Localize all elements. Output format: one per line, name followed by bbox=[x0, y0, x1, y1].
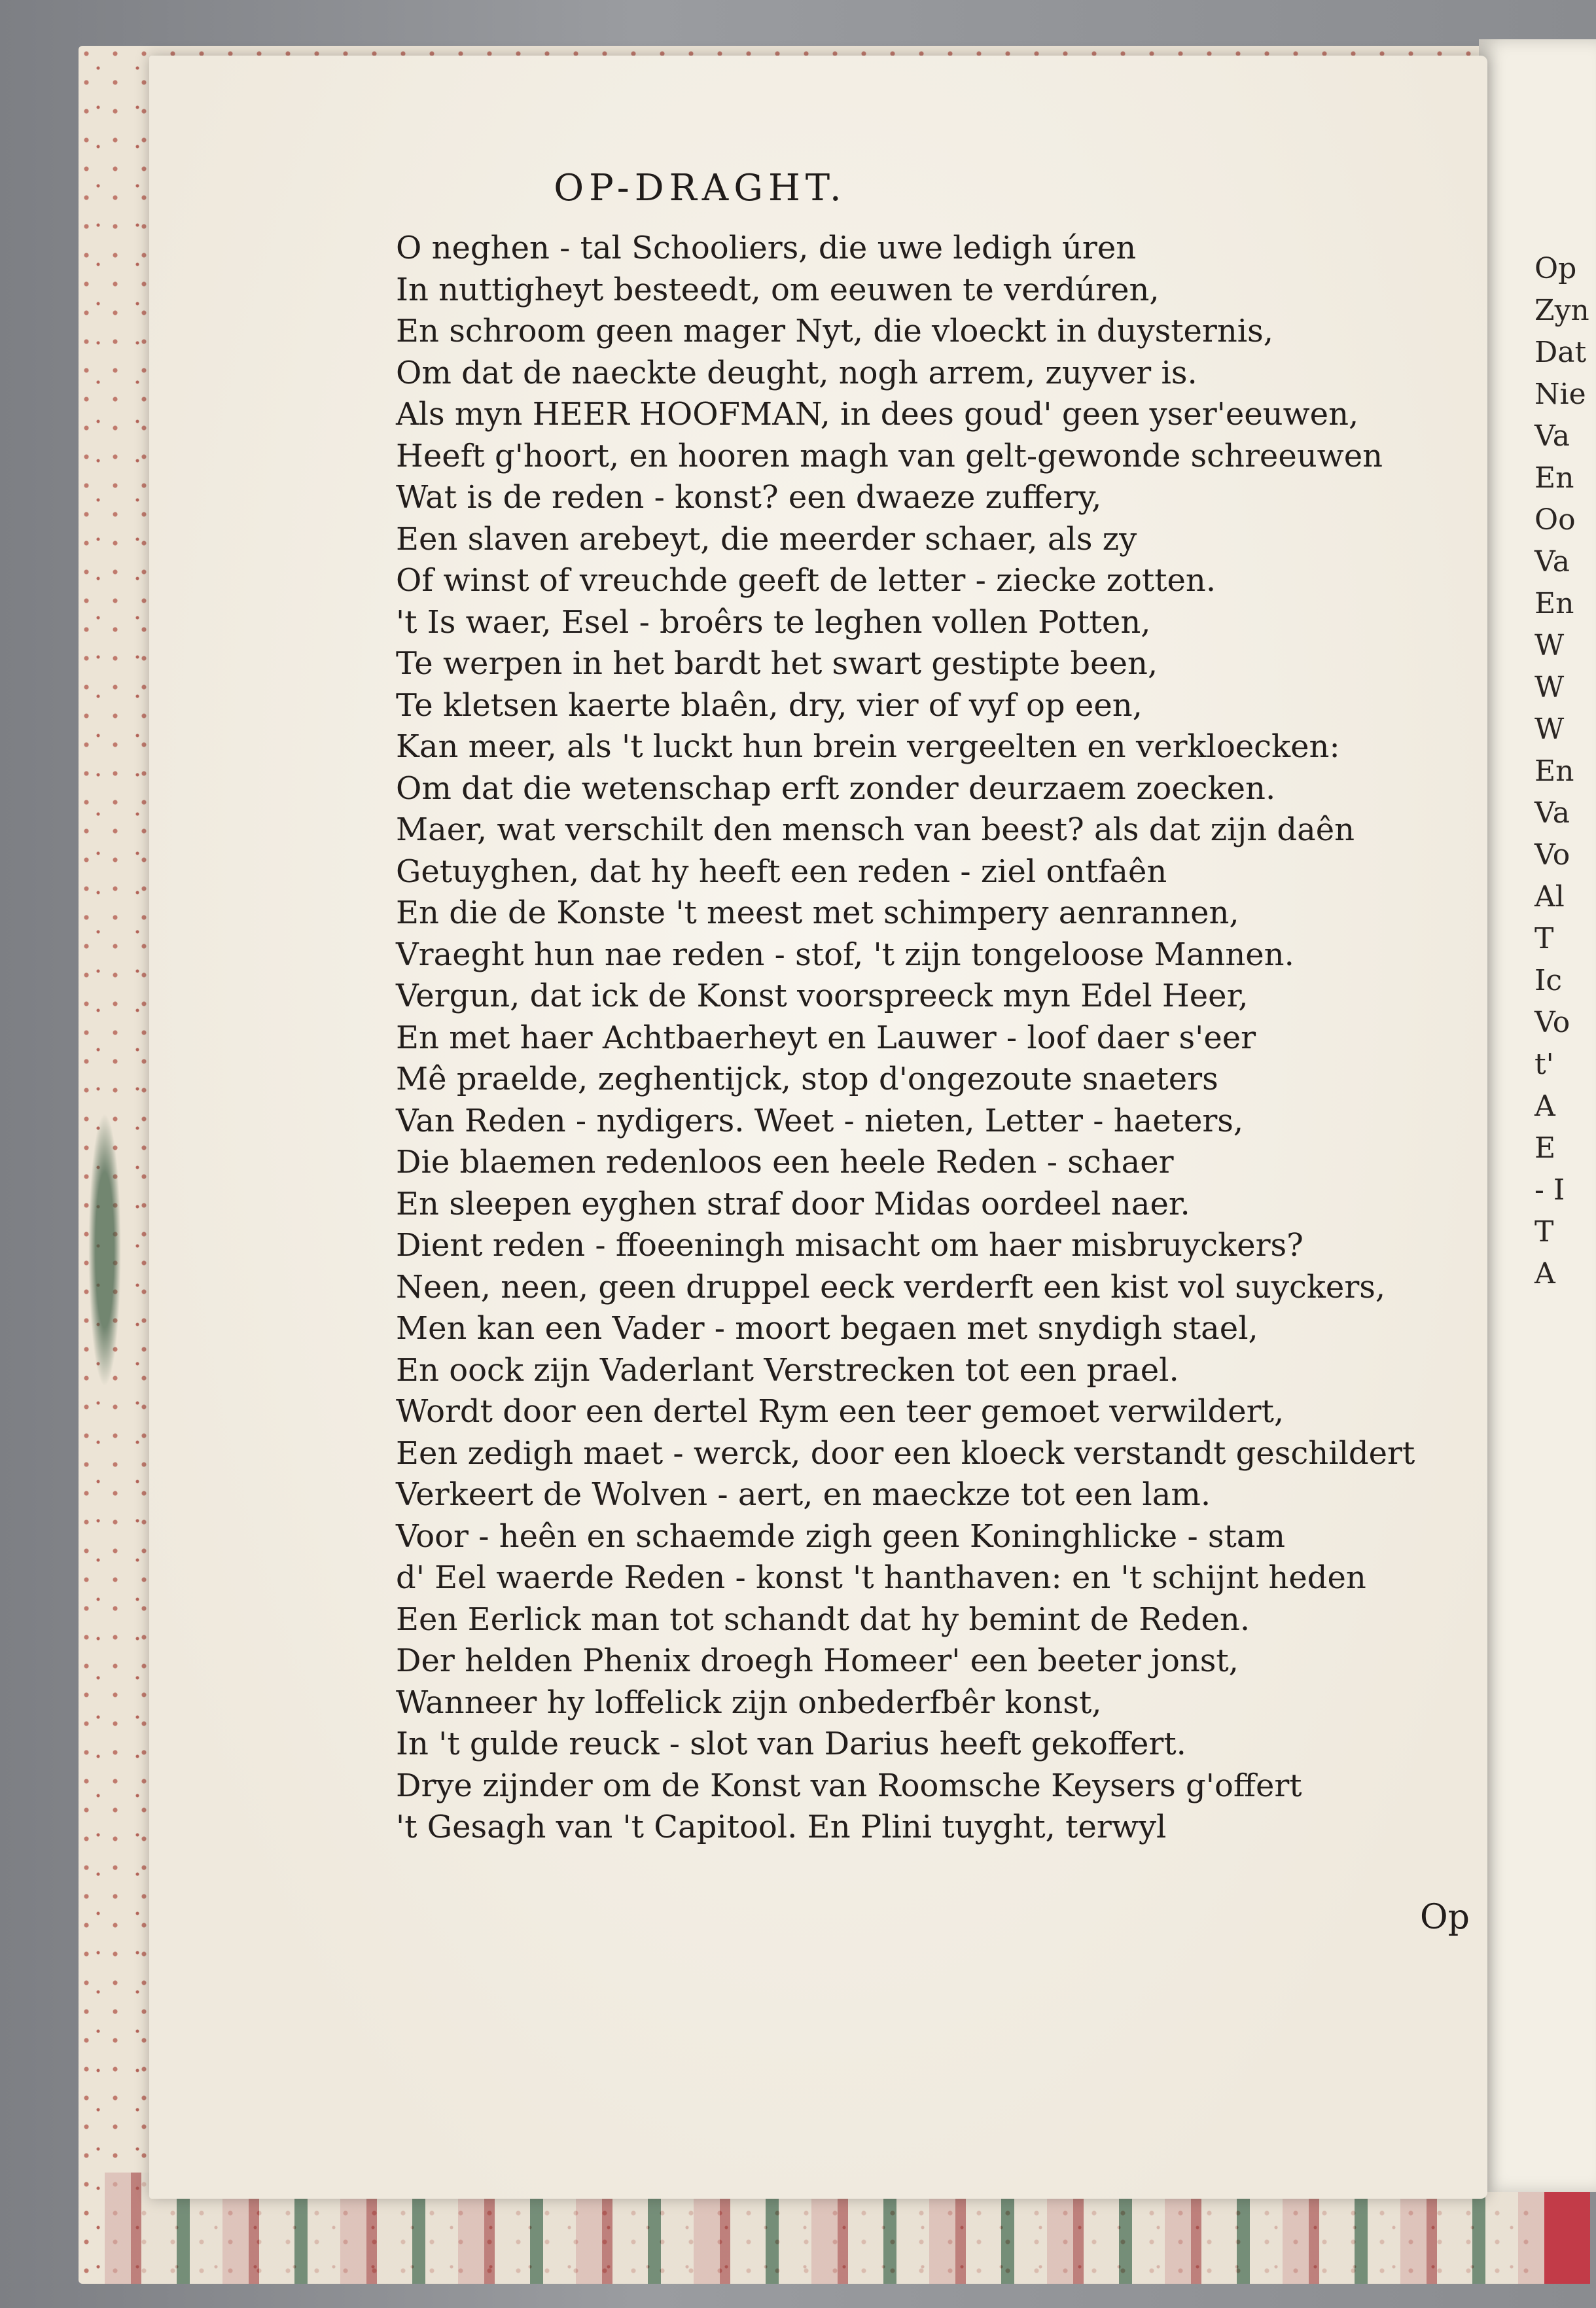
facing-line-fragment: W bbox=[1534, 629, 1565, 662]
facing-line-fragment: A bbox=[1534, 1090, 1555, 1123]
facing-line-fragment: Al bbox=[1534, 880, 1565, 914]
facing-line-fragment: Dat bbox=[1534, 336, 1587, 369]
poem-line: Vergun, dat ick de Konst voorspreeck myn Edel Heer, bbox=[396, 978, 1249, 1014]
facing-line-fragment: Va bbox=[1534, 419, 1570, 453]
poem-line: Verkeert de Wolven - aert, en maeckze tot een lam. bbox=[396, 1476, 1211, 1513]
spine-edge bbox=[1544, 2179, 1590, 2284]
facing-line-fragment: Ic bbox=[1534, 964, 1563, 997]
poem-line: In nuttigheyt besteedt, om eeuwen te verdúren, bbox=[396, 271, 1160, 308]
facing-line-fragment: En bbox=[1534, 461, 1574, 495]
poem-line: Men kan een Vader - moort begaen met snydigh stael, bbox=[396, 1310, 1258, 1347]
poem-line: Voor - heên en schaemde zigh geen Koninghlicke - stam bbox=[396, 1518, 1285, 1555]
facing-line-fragment: En bbox=[1534, 587, 1574, 620]
facing-line-fragment: t' bbox=[1534, 1048, 1554, 1081]
facing-line-fragment: Zyn bbox=[1534, 294, 1589, 327]
poem-line: Drye zijnder om de Konst van Roomsche Keysers g'offert bbox=[396, 1767, 1302, 1804]
poem-line: Of winst of vreuchde geeft de letter - ziecke zotten. bbox=[396, 562, 1216, 599]
facing-line-fragment: Oo bbox=[1534, 503, 1576, 537]
facing-line-fragment: Nie bbox=[1534, 378, 1586, 411]
facing-line-fragment: Va bbox=[1534, 545, 1570, 578]
facing-line-fragment: Vo bbox=[1534, 1006, 1570, 1039]
facing-line-fragment: T bbox=[1534, 1215, 1554, 1249]
poem-line: Om dat de naeckte deught, nogh arrem, zuyver is. bbox=[396, 354, 1197, 391]
poem-line: Van Reden - nydigers. Weet - nieten, Letter - haeters, bbox=[396, 1102, 1244, 1139]
poem-line: Der helden Phenix droegh Homeer' een beeter jonst, bbox=[396, 1642, 1239, 1679]
poem-line: Een slaven arebeyt, die meerder schaer, als zy bbox=[396, 520, 1137, 558]
facing-line-fragment: E bbox=[1534, 1131, 1556, 1165]
poem-line: Als myn HEER HOOFMAN, in dees goud' geen yser'eeuwen, bbox=[396, 396, 1359, 433]
poem-line: Vraeght hun nae reden - stof, 't zijn tongeloose Mannen. bbox=[396, 936, 1294, 973]
facing-line-fragment: W bbox=[1534, 713, 1565, 746]
poem-line: Te werpen in het bardt het swart gestipte been, bbox=[396, 645, 1158, 682]
poem-line: 't Gesagh van 't Capitool. En Plini tuyght, terwyl bbox=[396, 1809, 1167, 1845]
poem-line: Heeft g'hoort, en hooren magh van gelt-gewonde schreeuwen bbox=[396, 437, 1383, 474]
poem-line: Een zedigh maet - werck, door een kloeck verstandt geschildert bbox=[396, 1434, 1415, 1472]
poem-line: d' Eel waerde Reden - konst 't hanthaven: en 't schijnt heden bbox=[396, 1559, 1366, 1596]
facing-line-fragment: - I bbox=[1534, 1173, 1565, 1207]
facing-line-fragment: A bbox=[1534, 1257, 1555, 1290]
poem-line: Wat is de reden - konst? een dwaeze zuffery, bbox=[396, 479, 1102, 516]
poem-line: Om dat die wetenschap erft zonder deurzaem zoecken. bbox=[396, 770, 1276, 807]
poem-line: 't Is waer, Esel - broêrs te leghen vollen Potten, bbox=[396, 603, 1151, 641]
poem-line: Te kletsen kaerte blaên, dry, vier of vyf op een, bbox=[396, 686, 1143, 724]
poem-line: En schroom geen mager Nyt, die vloeckt in duysternis, bbox=[396, 313, 1273, 349]
poem-line: Maer, wat verschilt den mensch van beest? als dat zijn daên bbox=[396, 811, 1355, 848]
poem-line: O neghen - tal Schooliers, die uwe ledigh úren bbox=[396, 230, 1137, 266]
poem-line: Dient reden - ffoeeningh misacht om haer misbruyckers? bbox=[396, 1227, 1303, 1264]
poem-line: Wordt door een dertel Rym een teer gemoet verwildert, bbox=[396, 1393, 1285, 1430]
poem-line: Kan meer, als 't luckt hun brein vergeelten en verkloecken: bbox=[396, 728, 1340, 765]
facing-line-fragment: Op bbox=[1534, 252, 1577, 285]
poem-text bbox=[396, 228, 1502, 1849]
poem-line: Neen, neen, geen druppel eeck verderft een kist vol suyckers, bbox=[396, 1268, 1386, 1305]
poem-line: En die de Konste 't meest met schimpery aenrannen, bbox=[396, 895, 1239, 931]
facing-line-fragment: En bbox=[1534, 755, 1574, 788]
poem-line: Getuyghen, dat hy heeft een reden - ziel ontfaên bbox=[396, 853, 1167, 890]
facing-line-fragment: W bbox=[1534, 671, 1565, 704]
poem-line: Een Eerlick man tot schandt dat hy bemint de Reden. bbox=[396, 1601, 1250, 1638]
page-header: OP-DRAGHT. bbox=[554, 167, 847, 209]
facing-line-fragment: Va bbox=[1534, 796, 1570, 830]
poem-line: Die blaemen redenloos een heele Reden - schaer bbox=[396, 1144, 1174, 1181]
facing-line-fragment: T bbox=[1534, 922, 1554, 955]
poem-line: En sleepen eyghen straf door Midas oordeel naer. bbox=[396, 1185, 1190, 1222]
catchword: Op bbox=[1420, 1898, 1470, 1937]
facing-line-fragment: Vo bbox=[1534, 838, 1570, 872]
poem-line: Wanneer hy loffelick zijn onbederfbêr konst, bbox=[396, 1684, 1102, 1721]
poem-line: In 't gulde reuck - slot van Darius heeft gekoffert. bbox=[396, 1726, 1186, 1762]
poem-line: En oock zijn Vaderlant Verstrecken tot een prael. bbox=[396, 1351, 1179, 1389]
cover-pattern-green bbox=[88, 1112, 121, 1387]
poem-line: Mê praelde, zeghentijck, stop d'ongezoute snaeters bbox=[396, 1061, 1218, 1097]
poem-line: En met haer Achtbaerheyt en Lauwer - loof daer s'eer bbox=[396, 1019, 1256, 1056]
